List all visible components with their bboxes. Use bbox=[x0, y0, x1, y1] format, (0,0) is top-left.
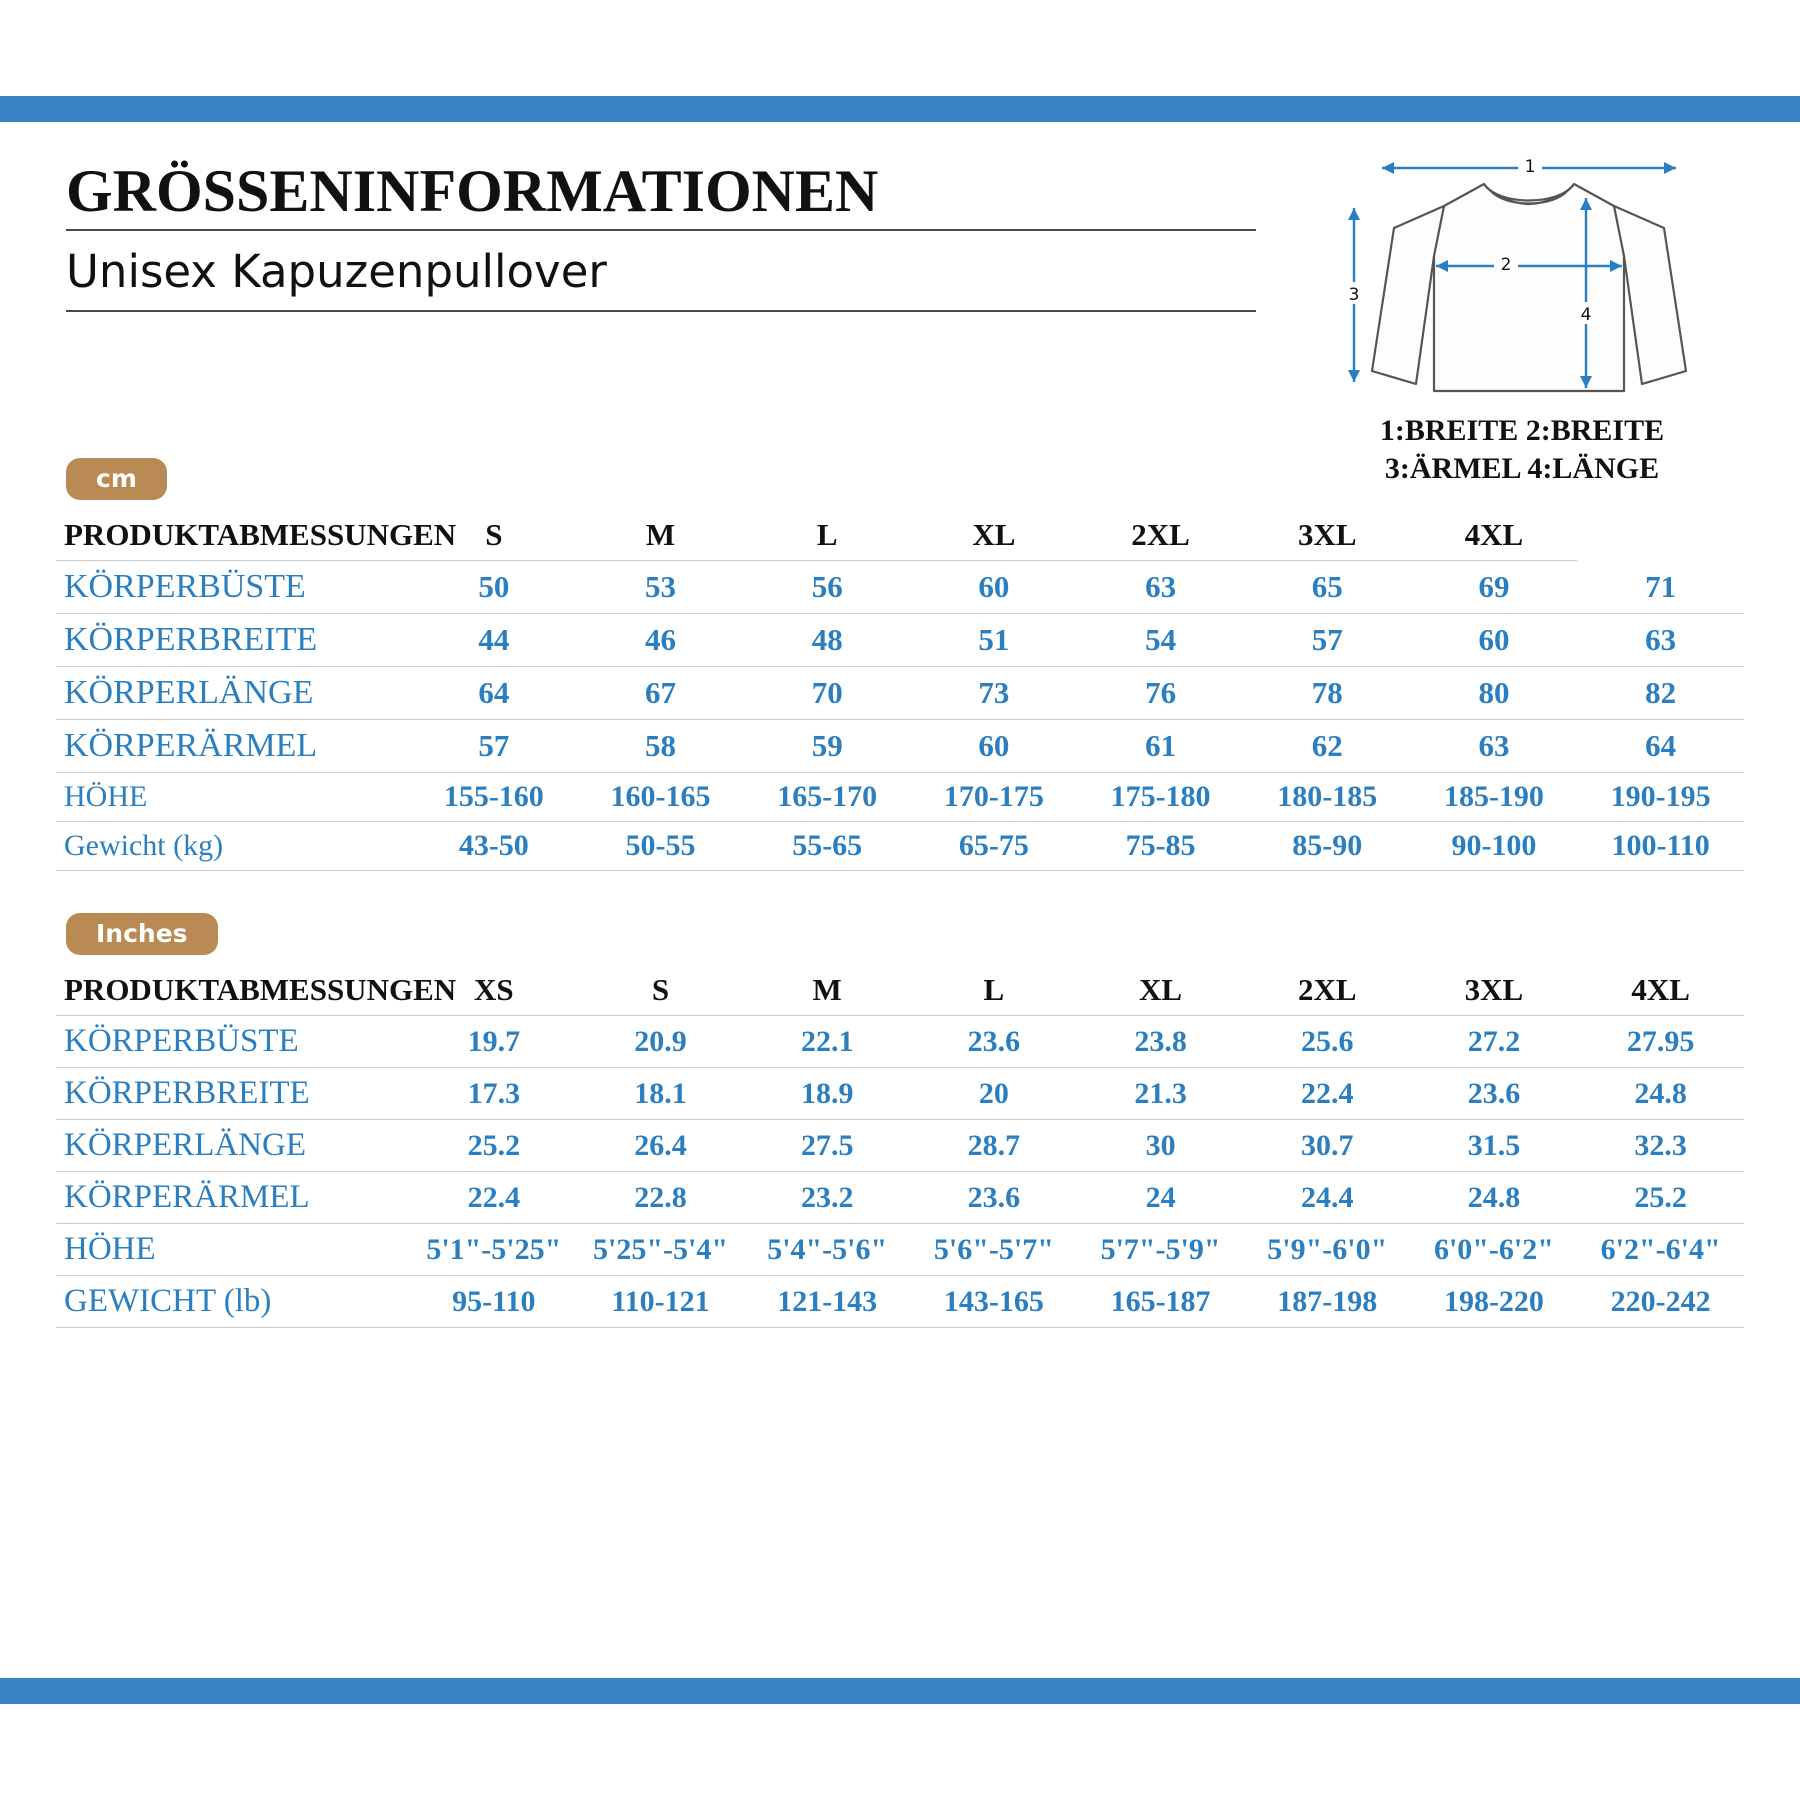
column-header: XL bbox=[1077, 965, 1244, 1016]
cell: 90-100 bbox=[1411, 822, 1578, 871]
cell: 5'4"-5'6" bbox=[744, 1224, 911, 1276]
cell: 75-85 bbox=[1077, 822, 1244, 871]
cell: 44 bbox=[410, 614, 577, 667]
section-spacer bbox=[56, 871, 1744, 905]
cell: 18.9 bbox=[744, 1068, 911, 1120]
diagram-legend bbox=[1322, 412, 1722, 487]
row-label: GEWICHT (lb) bbox=[56, 1276, 410, 1328]
cell: 24.8 bbox=[1577, 1068, 1744, 1120]
column-header: S bbox=[410, 510, 577, 561]
cell: 32.3 bbox=[1577, 1120, 1744, 1172]
hoodie-measurement-illustration bbox=[1324, 146, 1724, 446]
column-header: 2XL bbox=[1077, 510, 1244, 561]
cell: 5'1"-5'25" bbox=[410, 1224, 577, 1276]
cell: 57 bbox=[1244, 614, 1411, 667]
subtitle-divider bbox=[66, 310, 1256, 312]
cell: 80 bbox=[1411, 667, 1578, 720]
cell: 73 bbox=[911, 667, 1078, 720]
table-row bbox=[56, 822, 1744, 871]
cell: 23.6 bbox=[911, 1016, 1078, 1068]
cell: 26.4 bbox=[577, 1120, 744, 1172]
cell: 175-180 bbox=[1077, 773, 1244, 822]
cell: 20.9 bbox=[577, 1016, 744, 1068]
cell: 22.4 bbox=[410, 1172, 577, 1224]
cell: 25.2 bbox=[410, 1120, 577, 1172]
cell: 180-185 bbox=[1244, 773, 1411, 822]
cell: 70 bbox=[744, 667, 911, 720]
table-row bbox=[56, 773, 1744, 822]
cell: 55-65 bbox=[744, 822, 911, 871]
bottom-accent-bar bbox=[0, 1678, 1800, 1704]
cell: 23.6 bbox=[1411, 1068, 1578, 1120]
cell: 185-190 bbox=[1411, 773, 1578, 822]
cell: 64 bbox=[1577, 720, 1744, 773]
cell: 48 bbox=[744, 614, 911, 667]
column-header: XL bbox=[911, 510, 1078, 561]
column-header: 3XL bbox=[1411, 965, 1578, 1016]
cell: 24.4 bbox=[1244, 1172, 1411, 1224]
cell: 85-90 bbox=[1244, 822, 1411, 871]
cell: 51 bbox=[911, 614, 1078, 667]
column-header: L bbox=[744, 510, 911, 561]
table-row bbox=[56, 1016, 1744, 1068]
row-label: HÖHE bbox=[56, 1224, 410, 1276]
cell: 17.3 bbox=[410, 1068, 577, 1120]
table-header-row-inches bbox=[56, 965, 1744, 1016]
cell: 61 bbox=[1077, 720, 1244, 773]
cell: 69 bbox=[1411, 561, 1578, 614]
cell: 31.5 bbox=[1411, 1120, 1578, 1172]
cell: 21.3 bbox=[1077, 1068, 1244, 1120]
cell: 5'7"-5'9" bbox=[1077, 1224, 1244, 1276]
cell: 60 bbox=[1411, 614, 1578, 667]
column-header: XS bbox=[410, 965, 577, 1016]
page-content bbox=[0, 122, 1800, 1678]
cell: 6'0"-6'2" bbox=[1411, 1224, 1578, 1276]
cell: 23.2 bbox=[744, 1172, 911, 1224]
cell: 53 bbox=[577, 561, 744, 614]
cell: 30.7 bbox=[1244, 1120, 1411, 1172]
column-header: M bbox=[744, 965, 911, 1016]
row-label: HÖHE bbox=[56, 773, 410, 822]
unit-badge-inches: Inches bbox=[66, 913, 218, 955]
column-header: PRODUKTABMESSUNGEN bbox=[56, 510, 410, 561]
garment-diagram bbox=[1324, 146, 1724, 446]
cell: 170-175 bbox=[911, 773, 1078, 822]
cell: 43-50 bbox=[410, 822, 577, 871]
cell: 62 bbox=[1244, 720, 1411, 773]
column-header: 2XL bbox=[1244, 965, 1411, 1016]
cell: 19.7 bbox=[410, 1016, 577, 1068]
cell: 27.5 bbox=[744, 1120, 911, 1172]
cell: 6'2"-6'4" bbox=[1577, 1224, 1744, 1276]
table-row bbox=[56, 1224, 1744, 1276]
cell: 190-195 bbox=[1577, 773, 1744, 822]
table-header-row-cm bbox=[56, 510, 1744, 561]
cell: 25.2 bbox=[1577, 1172, 1744, 1224]
cell: 63 bbox=[1077, 561, 1244, 614]
row-label: Gewicht (kg) bbox=[56, 822, 410, 871]
cell: 24.8 bbox=[1411, 1172, 1578, 1224]
cell: 71 bbox=[1577, 561, 1744, 614]
cell: 54 bbox=[1077, 614, 1244, 667]
cell: 78 bbox=[1244, 667, 1411, 720]
cell: 60 bbox=[911, 561, 1078, 614]
cell: 27.95 bbox=[1577, 1016, 1744, 1068]
column-header: 3XL bbox=[1244, 510, 1411, 561]
cell: 46 bbox=[577, 614, 744, 667]
table-row bbox=[56, 1120, 1744, 1172]
cell: 100-110 bbox=[1577, 822, 1744, 871]
cell: 30 bbox=[1077, 1120, 1244, 1172]
cell: 110-121 bbox=[577, 1276, 744, 1328]
cell: 18.1 bbox=[577, 1068, 744, 1120]
page-subtitle: Unisex Kapuzenpullover bbox=[66, 245, 607, 298]
cell: 121-143 bbox=[744, 1276, 911, 1328]
cell: 22.1 bbox=[744, 1016, 911, 1068]
title-divider bbox=[66, 229, 1256, 231]
column-header: L bbox=[911, 965, 1078, 1016]
diagram-label-2: 2 bbox=[1500, 255, 1512, 275]
cell: 20 bbox=[911, 1068, 1078, 1120]
row-label: KÖRPERBREITE bbox=[56, 614, 410, 667]
column-header: 4XL bbox=[1577, 965, 1744, 1016]
cell: 22.4 bbox=[1244, 1068, 1411, 1120]
cell: 143-165 bbox=[911, 1276, 1078, 1328]
cell: 165-170 bbox=[744, 773, 911, 822]
column-header: S bbox=[577, 965, 744, 1016]
cell: 63 bbox=[1577, 614, 1744, 667]
cell: 24 bbox=[1077, 1172, 1244, 1224]
cell: 65-75 bbox=[911, 822, 1078, 871]
legend-line-2: 3:ÄRMEL 4:LÄNGE bbox=[1384, 451, 1660, 485]
cell: 76 bbox=[1077, 667, 1244, 720]
cell: 65 bbox=[1244, 561, 1411, 614]
cell: 187-198 bbox=[1244, 1276, 1411, 1328]
cell: 58 bbox=[577, 720, 744, 773]
cell: 50-55 bbox=[577, 822, 744, 871]
row-label: KÖRPERLÄNGE bbox=[56, 1120, 410, 1172]
table-row bbox=[56, 1068, 1744, 1120]
cell: 60 bbox=[911, 720, 1078, 773]
title-block bbox=[66, 160, 1246, 312]
cell: 155-160 bbox=[410, 773, 577, 822]
row-label: KÖRPERÄRMEL bbox=[56, 1172, 410, 1224]
top-accent-bar bbox=[0, 96, 1800, 122]
cell: 25.6 bbox=[1244, 1016, 1411, 1068]
cell: 28.7 bbox=[911, 1120, 1078, 1172]
cell: 27.2 bbox=[1411, 1016, 1578, 1068]
cell: 198-220 bbox=[1411, 1276, 1578, 1328]
table-row bbox=[56, 614, 1744, 667]
cell: 63 bbox=[1411, 720, 1578, 773]
cell: 57 bbox=[410, 720, 577, 773]
cell: 160-165 bbox=[577, 773, 744, 822]
cell: 5'25"-5'4" bbox=[577, 1224, 744, 1276]
cell: 165-187 bbox=[1077, 1276, 1244, 1328]
row-label: KÖRPERBÜSTE bbox=[56, 561, 410, 614]
table-row bbox=[56, 720, 1744, 773]
cell: 56 bbox=[744, 561, 911, 614]
unit-badge-cm: cm bbox=[66, 458, 167, 500]
cell: 22.8 bbox=[577, 1172, 744, 1224]
cell: 5'9"-6'0" bbox=[1244, 1224, 1411, 1276]
column-header: 4XL bbox=[1411, 510, 1578, 561]
diagram-label-4: 4 bbox=[1580, 305, 1592, 325]
cell: 23.6 bbox=[911, 1172, 1078, 1224]
cell: 50 bbox=[410, 561, 577, 614]
row-label: KÖRPERBREITE bbox=[56, 1068, 410, 1120]
legend-line-1: 1:BREITE 2:BREITE bbox=[1379, 414, 1665, 447]
table-row bbox=[56, 561, 1744, 614]
cell: 220-242 bbox=[1577, 1276, 1744, 1328]
column-header: PRODUKTABMESSUNGEN bbox=[56, 965, 410, 1016]
table-row bbox=[56, 667, 1744, 720]
cell: 5'6"-5'7" bbox=[911, 1224, 1078, 1276]
cell: 23.8 bbox=[1077, 1016, 1244, 1068]
page-title: GRÖSSENINFORMATIONEN bbox=[66, 158, 879, 224]
size-table-inches bbox=[56, 965, 1744, 1328]
diagram-label-3: 3 bbox=[1348, 285, 1360, 305]
cell: 95-110 bbox=[410, 1276, 577, 1328]
row-label: KÖRPERLÄNGE bbox=[56, 667, 410, 720]
size-table-cm bbox=[56, 510, 1744, 871]
table-row bbox=[56, 1172, 1744, 1224]
cell: 59 bbox=[744, 720, 911, 773]
cell: 82 bbox=[1577, 667, 1744, 720]
cell: 64 bbox=[410, 667, 577, 720]
table-row bbox=[56, 1276, 1744, 1328]
cell: 67 bbox=[577, 667, 744, 720]
column-header: M bbox=[577, 510, 744, 561]
row-label: KÖRPERBÜSTE bbox=[56, 1016, 410, 1068]
diagram-label-1: 1 bbox=[1524, 157, 1536, 177]
row-label: KÖRPERÄRMEL bbox=[56, 720, 410, 773]
